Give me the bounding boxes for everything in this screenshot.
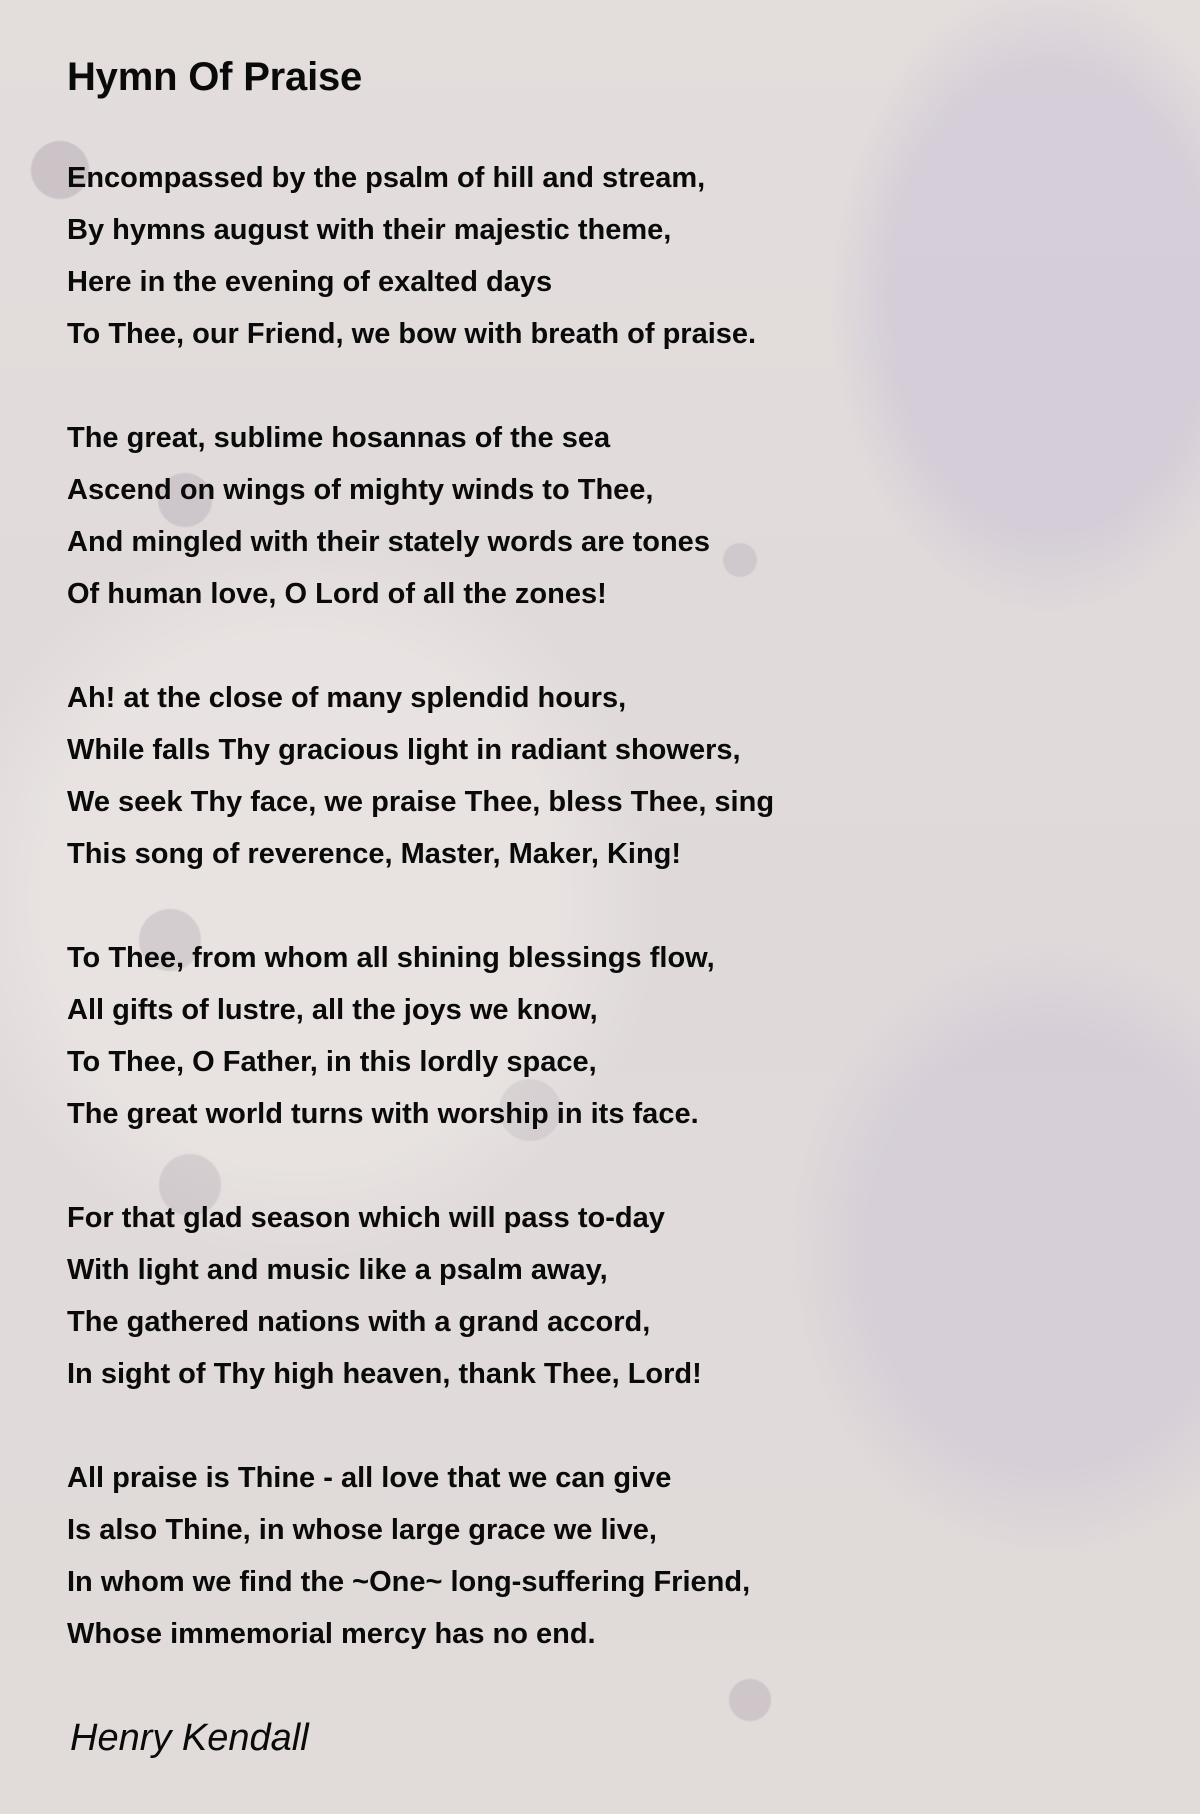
poem-line: We seek Thy face, we praise Thee, bless Thee, sing bbox=[67, 786, 775, 818]
poem-line: In whom we find the ~One~ long-suffering Friend, bbox=[67, 1566, 751, 1598]
poem-line: This song of reverence, Master, Maker, King! bbox=[67, 838, 682, 870]
poem-line: Here in the evening of exalted days bbox=[67, 266, 553, 298]
poem-line: For that glad season which will pass to-day bbox=[67, 1202, 665, 1234]
poem-line: Whose immemorial mercy has no end. bbox=[67, 1618, 596, 1650]
poem-line: All gifts of lustre, all the joys we know, bbox=[67, 994, 598, 1026]
poem-line: And mingled with their stately words are tones bbox=[67, 526, 710, 558]
stanza-3 bbox=[67, 672, 1067, 880]
poem-line: While falls Thy gracious light in radiant showers, bbox=[67, 734, 741, 766]
poem-line: Encompassed by the psalm of hill and stream, bbox=[67, 162, 706, 194]
poem-line: All praise is Thine - all love that we can give bbox=[67, 1462, 672, 1494]
stanza-2 bbox=[67, 412, 1067, 620]
poem-line: Of human love, O Lord of all the zones! bbox=[67, 578, 607, 610]
poem-line: The great, sublime hosannas of the sea bbox=[67, 422, 611, 454]
stanza-1 bbox=[67, 152, 1067, 360]
stanza-5 bbox=[67, 1192, 1067, 1400]
poem-author: Henry Kendall bbox=[70, 1717, 309, 1759]
stanza-4 bbox=[67, 932, 1067, 1140]
poem-line: Ah! at the close of many splendid hours, bbox=[67, 682, 627, 714]
poem-body bbox=[67, 152, 1067, 1712]
poem-line: The great world turns with worship in its face. bbox=[67, 1098, 699, 1130]
poem-line: To Thee, our Friend, we bow with breath of praise. bbox=[67, 318, 757, 350]
stanza-6 bbox=[67, 1452, 1067, 1660]
poem-title: Hymn Of Praise bbox=[67, 55, 363, 99]
poem-line: Is also Thine, in whose large grace we live, bbox=[67, 1514, 657, 1546]
poem-line: To Thee, O Father, in this lordly space, bbox=[67, 1046, 597, 1078]
poem-line: To Thee, from whom all shining blessings flow, bbox=[67, 942, 715, 974]
poem-line: The gathered nations with a grand accord, bbox=[67, 1306, 651, 1338]
poem-line: In sight of Thy high heaven, thank Thee, Lord! bbox=[67, 1358, 702, 1390]
poem-line: With light and music like a psalm away, bbox=[67, 1254, 608, 1286]
poem-line: Ascend on wings of mighty winds to Thee, bbox=[67, 474, 654, 506]
poem-line: By hymns august with their majestic theme, bbox=[67, 214, 672, 246]
